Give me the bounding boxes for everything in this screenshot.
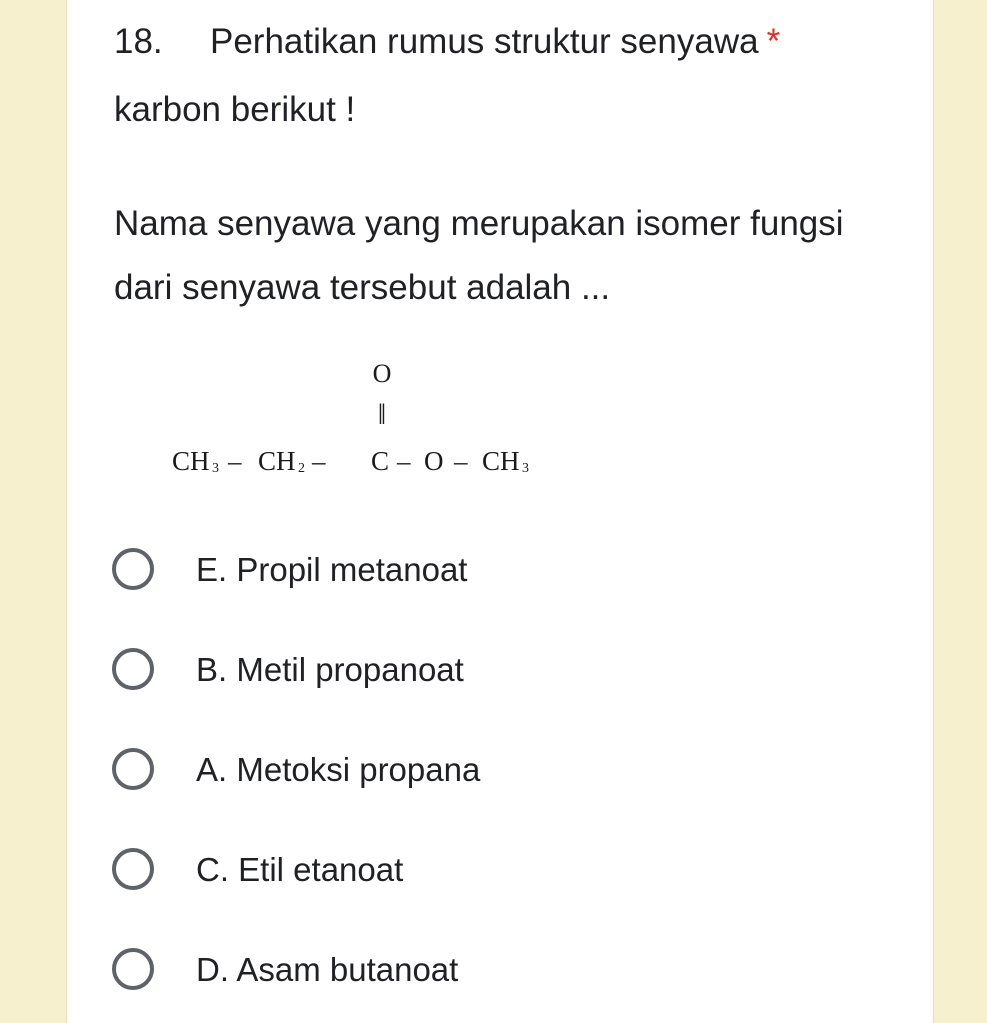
question-title bbox=[114, 8, 884, 144]
structural-formula-image bbox=[168, 352, 588, 482]
formula-bond-1: – bbox=[228, 446, 242, 476]
option-c[interactable] bbox=[112, 842, 812, 942]
structural-formula-svg bbox=[168, 352, 588, 482]
radio-button[interactable] bbox=[112, 848, 154, 890]
question-prompt: Nama senyawa yang merupakan isomer fungsi dari senyawa tersebut adalah ... bbox=[114, 204, 844, 307]
radio-button[interactable] bbox=[112, 548, 154, 590]
question-block bbox=[114, 8, 884, 320]
formula-oxygen: O bbox=[424, 446, 444, 476]
formula-sub-3-left: 3 bbox=[212, 461, 219, 476]
option-label: D. Asam butanoat bbox=[196, 951, 459, 988]
formula-ch3-right: CH bbox=[482, 446, 520, 476]
formula-double-bond: ‖ bbox=[377, 398, 387, 431]
formula-oxygen-top: O bbox=[372, 359, 392, 388]
option-label: E. Propil metanoat bbox=[196, 551, 468, 588]
option-label: C. Etil etanoat bbox=[196, 851, 404, 888]
formula-bond-3: – bbox=[397, 446, 411, 476]
option-label: B. Metil propanoat bbox=[196, 651, 464, 688]
question-text-line1: Perhatikan rumus struktur senyawa bbox=[210, 22, 759, 61]
formula-sub-2: 2 bbox=[298, 461, 305, 476]
option-a[interactable] bbox=[112, 742, 812, 842]
question-text-line2: karbon berikut ! bbox=[114, 90, 356, 129]
formula-bond-2: – bbox=[312, 446, 326, 476]
option-d[interactable] bbox=[112, 942, 812, 1023]
option-b[interactable] bbox=[112, 642, 812, 742]
formula-chain bbox=[172, 446, 529, 476]
radio-button[interactable] bbox=[112, 748, 154, 790]
formula-bond-4: – bbox=[454, 446, 468, 476]
radio-button[interactable] bbox=[112, 648, 154, 690]
answer-options bbox=[112, 542, 812, 1023]
option-label: A. Metoksi propana bbox=[196, 751, 481, 788]
formula-ch2: CH bbox=[258, 446, 296, 476]
radio-button[interactable] bbox=[112, 948, 154, 990]
formula-sub-3-right: 3 bbox=[522, 461, 529, 476]
required-marker: * bbox=[766, 22, 781, 61]
question-number: 18. bbox=[114, 22, 163, 61]
formula-ch3-left: CH bbox=[172, 446, 210, 476]
option-e[interactable] bbox=[112, 542, 812, 642]
formula-carbon: C bbox=[371, 446, 390, 476]
